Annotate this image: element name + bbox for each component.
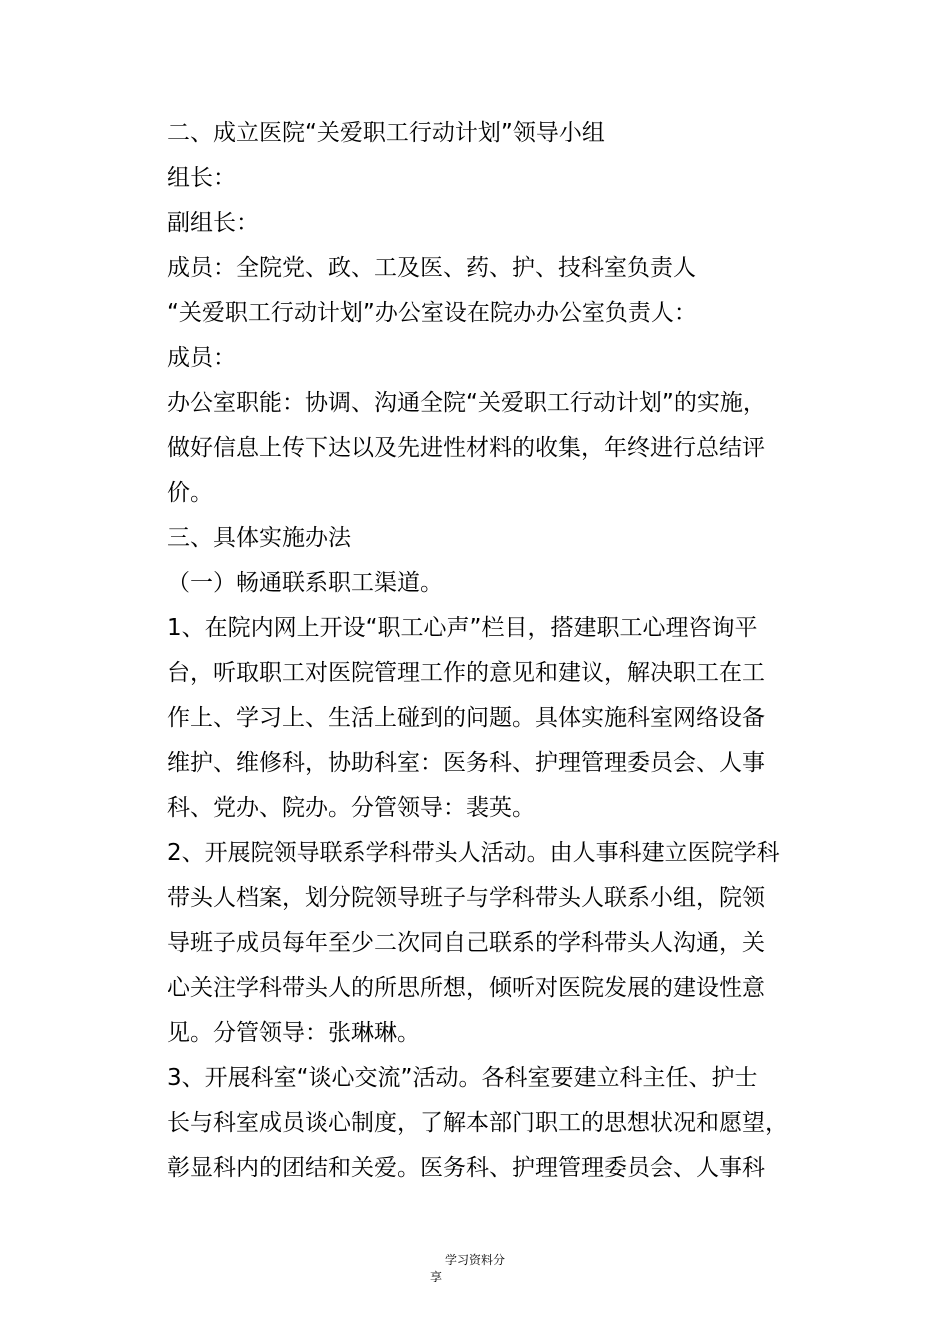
- text-line: 带头人档案，划分院领导班子与学科带头人联系小组，院领: [167, 885, 765, 911]
- text-line: 作上、学习上、生活上碰到的问题。具体实施科室网络设备: [167, 705, 765, 731]
- heading-section-three: 三、具体实施办法: [167, 525, 351, 551]
- text-line: 维护、维修科，协助科室：医务科、护理管理委员会、人事: [167, 750, 765, 776]
- subheading: （一）畅通联系职工渠道。: [167, 570, 443, 596]
- text-line: 导班子成员每年至少二次同自己联系的学科带头人沟通，关: [167, 930, 765, 956]
- page-footer: [0, 1252, 950, 1286]
- text-line: 长与科室成员谈心制度，了解本部门职工的思想状况和愿望，: [167, 1110, 788, 1136]
- text-line: 成员：: [167, 345, 236, 371]
- text-line: 科、党办、院办。分管领导：裴英。: [167, 795, 535, 821]
- text-line: 组长：: [167, 165, 236, 191]
- text-line: 3、开展科室“谈心交流”活动。各科室要建立科主任、护士: [167, 1065, 758, 1091]
- document-body: [167, 111, 819, 1191]
- text-line: 副组长：: [167, 210, 259, 236]
- text-line: 做好信息上传下达以及先进性材料的收集，年终进行总结评: [167, 435, 765, 461]
- text-line: 成员：全院党、政、工及医、药、护、技科室负责人: [167, 255, 696, 281]
- text-line: 办公室职能：协调、沟通全院“关爱职工行动计划”的实施，: [167, 390, 766, 416]
- footer-line-2: 享: [430, 1270, 443, 1284]
- text-line: 彰显科内的团结和关爱。医务科、护理管理委员会、人事科: [167, 1155, 765, 1181]
- text-line: 1、在院内网上开设“职工心声”栏目，搭建职工心理咨询平: [167, 615, 758, 641]
- text-line: 2、开展院领导联系学科带头人活动。由人事科建立医院学科: [167, 840, 780, 866]
- footer-line-1: 学习资料分: [444, 1253, 505, 1267]
- text-line: 见。分管领导：张琳琳。: [167, 1020, 420, 1046]
- text-line: 价。: [167, 480, 213, 506]
- text-line: 心关注学科带头人的所思所想，倾听对医院发展的建设性意: [167, 975, 765, 1001]
- heading-section-two: 二、成立医院“关爱职工行动计划”领导小组: [167, 120, 605, 146]
- text-line: “关爱职工行动计划”办公室设在院办办公室负责人：: [167, 300, 697, 326]
- text-line: 台，听取职工对医院管理工作的意见和建议，解决职工在工: [167, 660, 765, 686]
